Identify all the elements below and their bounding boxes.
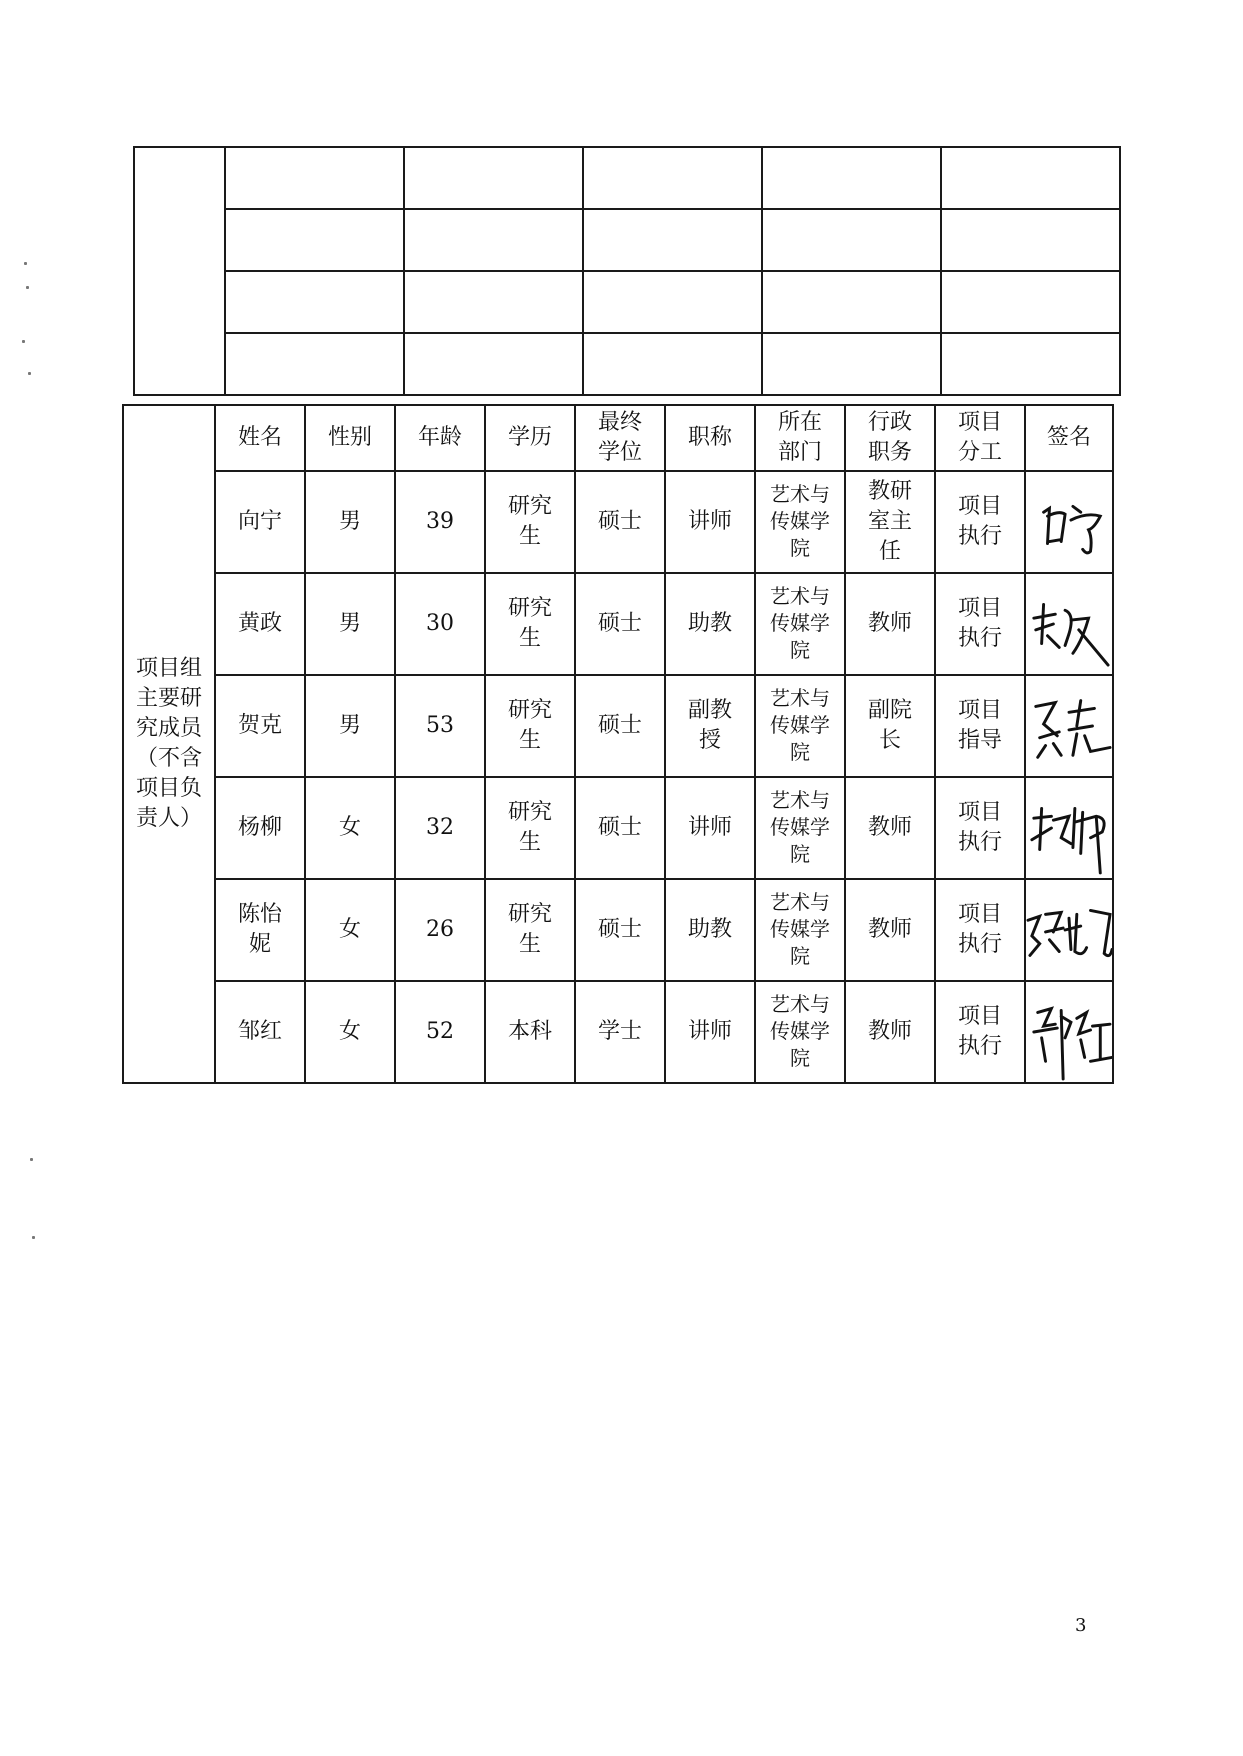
header-signature [1025,405,1113,471]
member-degree [575,879,665,981]
member-education [485,573,575,675]
table-row [123,879,1113,981]
cell-value: 研究 生 [507,494,552,549]
member-department [755,573,845,675]
member-signature [1025,879,1113,981]
member-degree [575,981,665,1083]
cell-value: 30 [426,611,454,636]
table-cell [225,147,404,209]
table-cell [941,271,1120,333]
member-name [215,471,305,573]
cell-value: 讲师 [687,1019,732,1044]
header-role [935,405,1025,471]
cell-value: 讲师 [687,815,732,840]
section-label: 项目组主要研究成员（不含项目负责人） [135,656,202,831]
member-position [845,879,935,981]
member-education [485,471,575,573]
header-education [485,405,575,471]
table-cell [404,209,583,271]
cell-value: 女 [338,1019,361,1044]
cell-value: 52 [426,1019,454,1044]
member-age [395,573,485,675]
cell-value: 男 [338,611,361,636]
member-title [665,981,755,1083]
cell-value: 项目 执行 [957,902,1002,957]
header-label: 性别 [327,425,372,450]
cell-value: 硕士 [597,815,642,840]
member-age [395,777,485,879]
header-name [215,405,305,471]
cell-value: 项目 执行 [957,596,1002,651]
table-row [134,271,1120,333]
member-department [755,777,845,879]
cell-value: 黄政 [237,611,282,636]
header-label: 签名 [1046,425,1091,450]
member-title [665,675,755,777]
table-cell [583,271,762,333]
handwritten-signature [1026,676,1112,776]
cell-value: 项目 指导 [957,698,1002,753]
cell-value: 研究 生 [507,596,552,651]
handwritten-signature [1026,880,1112,980]
member-title [665,573,755,675]
cell-value: 艺术与 传媒学 院 [770,787,830,866]
member-gender [305,573,395,675]
cell-value: 教研 室主 任 [867,479,912,564]
previous-section-table [133,146,1121,396]
cell-value: 副教 授 [687,698,732,753]
table-cell [583,209,762,271]
cell-value: 项目 执行 [957,494,1002,549]
cell-value: 硕士 [597,713,642,738]
member-department [755,471,845,573]
cell-value: 艺术与 传媒学 院 [770,685,830,764]
header-label: 职称 [687,425,732,450]
member-education [485,675,575,777]
cell-value: 艺术与 传媒学 院 [770,583,830,662]
scan-speck [28,372,31,375]
header-position [845,405,935,471]
cell-value: 女 [338,815,361,840]
member-name [215,981,305,1083]
cell-value: 39 [426,509,454,534]
header-label: 所在 部门 [777,410,822,465]
cell-value: 项目 执行 [957,1004,1002,1059]
member-gender [305,981,395,1083]
member-signature [1025,777,1113,879]
member-department [755,981,845,1083]
table-cell [225,333,404,395]
section-label-cell [123,405,215,1083]
member-position [845,777,935,879]
member-department [755,879,845,981]
handwritten-signature [1026,982,1112,1082]
cell-value: 项目 执行 [957,800,1002,855]
cell-value: 男 [338,713,361,738]
cell-value: 女 [338,917,361,942]
cell-value: 教师 [867,917,912,942]
header-gender [305,405,395,471]
header-label: 项目 分工 [957,410,1002,465]
member-role [935,777,1025,879]
member-title [665,471,755,573]
table-cell [404,333,583,395]
member-age [395,471,485,573]
member-name [215,879,305,981]
member-position [845,675,935,777]
members-header-row [123,405,1113,471]
page-number: 3 [1075,1615,1087,1636]
member-gender [305,777,395,879]
table-row [123,471,1113,573]
table-row [123,573,1113,675]
header-label: 最终 学位 [597,410,642,465]
table-cell [404,271,583,333]
cell-value: 本科 [507,1019,552,1044]
header-department [755,405,845,471]
table-cell [762,147,941,209]
cell-value: 53 [426,713,454,738]
cell-value: 贺克 [237,713,282,738]
cell-value: 杨柳 [237,815,282,840]
cell-value: 硕士 [597,509,642,534]
table-cell [941,209,1120,271]
member-name [215,675,305,777]
table-cell [941,333,1120,395]
scan-speck [24,262,27,265]
member-degree [575,573,665,675]
cell-value: 教师 [867,1019,912,1044]
cell-value: 助教 [687,611,732,636]
table-cell [762,209,941,271]
member-degree [575,471,665,573]
cell-value: 26 [426,917,454,942]
scan-speck [26,286,29,289]
member-age [395,675,485,777]
cell-value: 艺术与 传媒学 院 [770,481,830,560]
member-role [935,471,1025,573]
table-cell [762,333,941,395]
handwritten-signature [1026,574,1112,674]
cell-value: 研究 生 [507,902,552,957]
header-label: 年龄 [417,425,462,450]
previous-section-rows [134,147,1120,395]
header-title [665,405,755,471]
member-education [485,879,575,981]
member-role [935,573,1025,675]
member-department [755,675,845,777]
members-table [122,404,1114,1084]
member-title [665,777,755,879]
member-degree [575,675,665,777]
header-label: 姓名 [237,425,282,450]
cell-value: 向宁 [237,509,282,534]
member-signature [1025,471,1113,573]
previous-section-label-cell [134,147,225,395]
cell-value: 副院 长 [867,698,912,753]
cell-value: 艺术与 传媒学 院 [770,991,830,1070]
cell-value: 教师 [867,611,912,636]
member-title [665,879,755,981]
header-label: 学历 [507,425,552,450]
member-gender [305,675,395,777]
scan-speck [22,340,25,343]
table-cell [583,147,762,209]
cell-value: 邹红 [237,1019,282,1044]
table-cell [225,209,404,271]
cell-value: 讲师 [687,509,732,534]
header-label: 行政 职务 [867,410,912,465]
table-cell [583,333,762,395]
cell-value: 学士 [597,1019,642,1044]
member-age [395,879,485,981]
table-row [134,209,1120,271]
member-position [845,981,935,1083]
table-row [134,333,1120,395]
cell-value: 硕士 [597,917,642,942]
member-signature [1025,981,1113,1083]
scan-speck [30,1158,33,1161]
header-degree [575,405,665,471]
table-cell [225,271,404,333]
member-role [935,675,1025,777]
member-age [395,981,485,1083]
table-cell [404,147,583,209]
cell-value: 艺术与 传媒学 院 [770,889,830,968]
table-cell [941,147,1120,209]
handwritten-signature [1026,472,1112,572]
member-education [485,777,575,879]
table-row [123,675,1113,777]
member-position [845,471,935,573]
table-row [123,777,1113,879]
member-position [845,573,935,675]
cell-value: 研究 生 [507,800,552,855]
cell-value: 32 [426,815,454,840]
handwritten-signature [1026,778,1112,878]
member-signature [1025,573,1113,675]
scan-speck [32,1236,35,1239]
member-name [215,777,305,879]
cell-value: 男 [338,509,361,534]
member-education [485,981,575,1083]
cell-value: 教师 [867,815,912,840]
member-role [935,879,1025,981]
header-age [395,405,485,471]
member-gender [305,471,395,573]
member-degree [575,777,665,879]
cell-value: 助教 [687,917,732,942]
table-row [123,981,1113,1083]
member-name [215,573,305,675]
member-role [935,981,1025,1083]
member-signature [1025,675,1113,777]
cell-value: 陈怡 妮 [237,902,282,957]
table-row [134,147,1120,209]
table-cell [762,271,941,333]
cell-value: 研究 生 [507,698,552,753]
cell-value: 硕士 [597,611,642,636]
member-gender [305,879,395,981]
